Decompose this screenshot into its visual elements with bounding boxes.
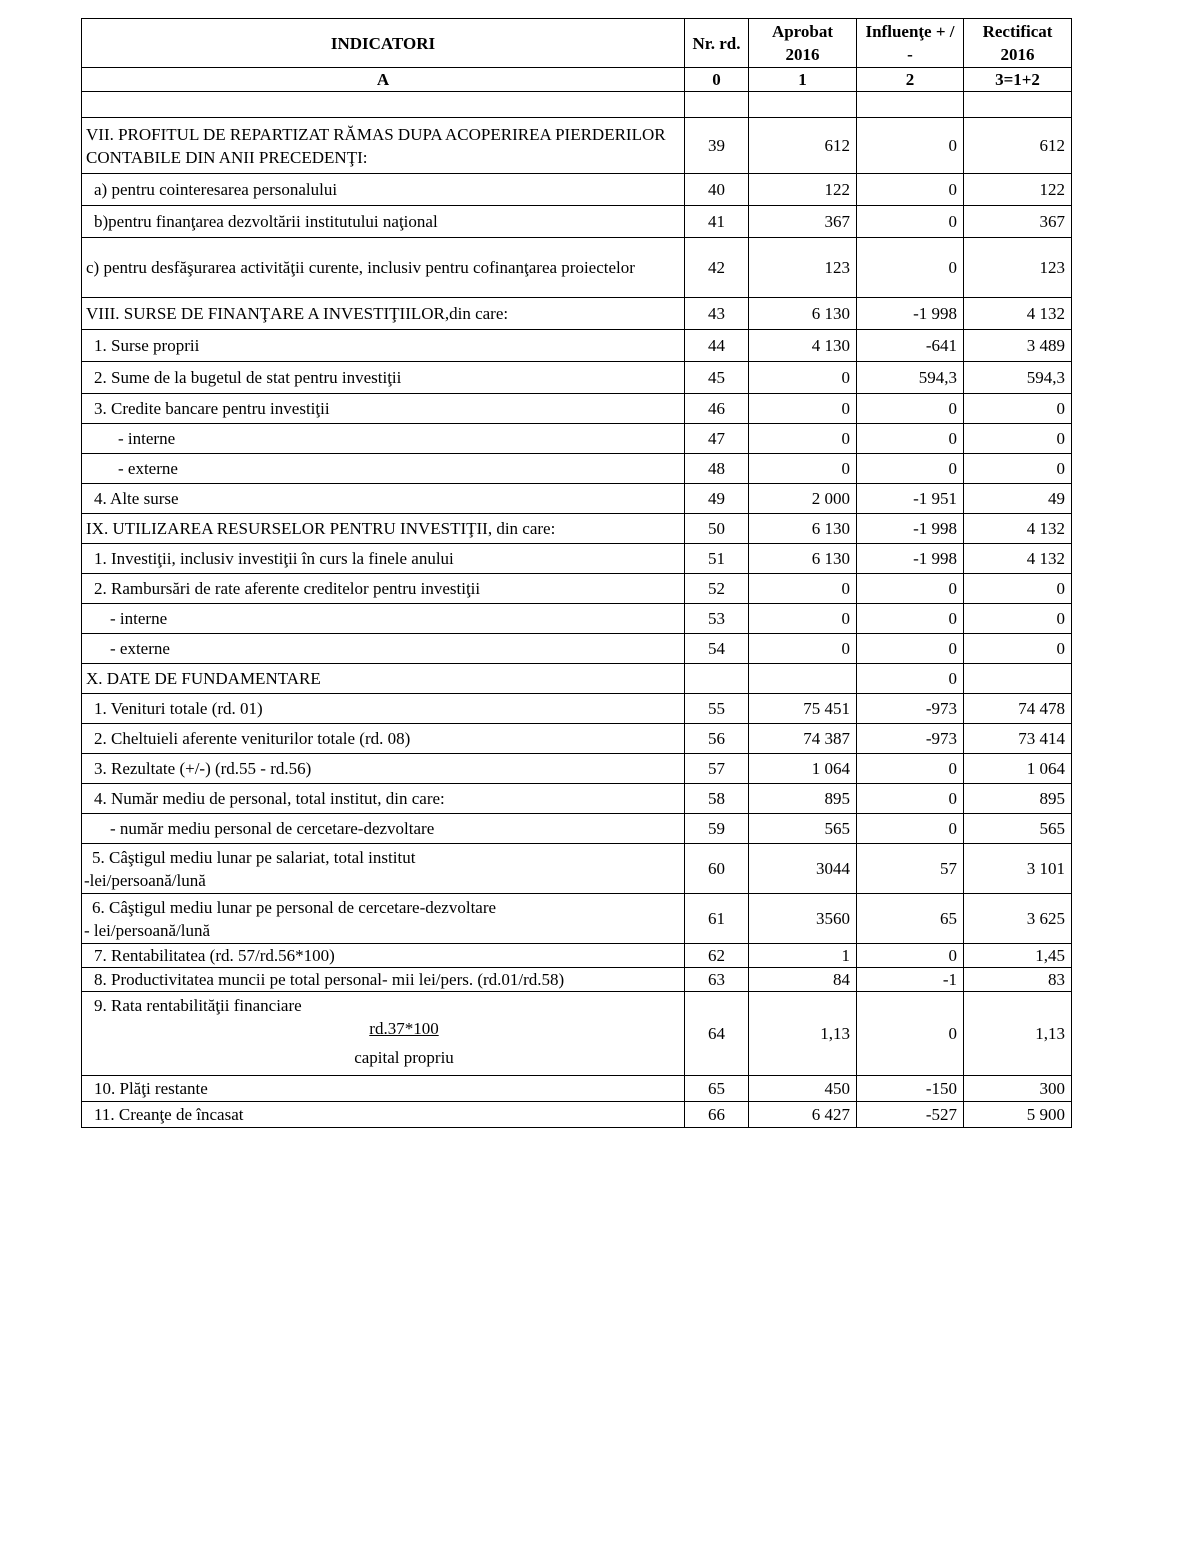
indicator-label bbox=[82, 894, 685, 944]
value-rectificat: 123 bbox=[964, 238, 1072, 298]
row-number: 48 bbox=[685, 454, 749, 484]
colnum-3: 3=1+2 bbox=[964, 68, 1072, 92]
row-number: 52 bbox=[685, 574, 749, 604]
value-influente: 0 bbox=[857, 634, 964, 664]
value-aprobat: 565 bbox=[749, 814, 857, 844]
table-row bbox=[82, 694, 1072, 724]
header-influente: Influenţe + / - bbox=[857, 19, 964, 68]
value-rectificat: 0 bbox=[964, 394, 1072, 424]
indicator-label bbox=[82, 574, 685, 604]
value-aprobat: 122 bbox=[749, 174, 857, 206]
value-rectificat: 367 bbox=[964, 206, 1072, 238]
row-number: 58 bbox=[685, 784, 749, 814]
value-rectificat: 74 478 bbox=[964, 694, 1072, 724]
indicator-text: 2. Rambursări de rate aferente creditelor pentru investiţii bbox=[94, 579, 481, 598]
table-row bbox=[82, 992, 1072, 1076]
header-rectificat: Rectificat 2016 bbox=[964, 19, 1072, 68]
value-aprobat: 6 130 bbox=[749, 544, 857, 574]
indicator-text: c) pentru desfăşurarea activităţii curente, inclusiv pentru cofinanţarea proiectelor bbox=[86, 258, 635, 277]
indicator-label bbox=[82, 206, 685, 238]
value-influente: 0 bbox=[857, 992, 964, 1076]
row-number: 40 bbox=[685, 174, 749, 206]
header-row bbox=[82, 19, 1072, 68]
value-influente: 0 bbox=[857, 664, 964, 694]
row-number: 46 bbox=[685, 394, 749, 424]
indicator-text: - externe bbox=[118, 459, 178, 478]
value-aprobat: 2 000 bbox=[749, 484, 857, 514]
colnum-a: A bbox=[82, 68, 685, 92]
value-rectificat: 594,3 bbox=[964, 362, 1072, 394]
value-influente: 0 bbox=[857, 574, 964, 604]
value-influente: 57 bbox=[857, 844, 964, 894]
table-row bbox=[82, 968, 1072, 992]
indicator-text: 7. Rentabilitatea (rd. 57/rd.56*100) bbox=[94, 946, 335, 965]
indicator-label bbox=[82, 604, 685, 634]
formula-denominator: capital propriu bbox=[354, 1048, 454, 1067]
value-influente: 594,3 bbox=[857, 362, 964, 394]
header-indicatori: INDICATORI bbox=[82, 19, 685, 68]
row-number: 57 bbox=[685, 754, 749, 784]
value-influente: 0 bbox=[857, 814, 964, 844]
indicator-label bbox=[82, 394, 685, 424]
indicator-text: IX. UTILIZAREA RESURSELOR PENTRU INVESTIŢII, din care: bbox=[86, 519, 556, 538]
table-row bbox=[82, 634, 1072, 664]
row-number: 59 bbox=[685, 814, 749, 844]
value-aprobat: 75 451 bbox=[749, 694, 857, 724]
value-rectificat: 73 414 bbox=[964, 724, 1072, 754]
indicator-text: 10. Plăţi restante bbox=[94, 1079, 208, 1098]
table-row bbox=[82, 206, 1072, 238]
row-number bbox=[685, 664, 749, 694]
indicator-label bbox=[82, 968, 685, 992]
value-influente: -1 bbox=[857, 968, 964, 992]
row-number: 63 bbox=[685, 968, 749, 992]
value-aprobat: 74 387 bbox=[749, 724, 857, 754]
value-rectificat: 122 bbox=[964, 174, 1072, 206]
value-influente: 0 bbox=[857, 206, 964, 238]
row-number: 43 bbox=[685, 298, 749, 330]
value-rectificat: 0 bbox=[964, 454, 1072, 484]
indicator-text: VIII. SURSE DE FINANŢARE A INVESTIŢIILOR,din care: bbox=[86, 304, 509, 323]
value-aprobat bbox=[749, 664, 857, 694]
indicator-label bbox=[82, 784, 685, 814]
ratio-formula bbox=[244, 1017, 564, 1069]
table-row bbox=[82, 514, 1072, 544]
indicator-label bbox=[82, 1076, 685, 1102]
table-row bbox=[82, 394, 1072, 424]
row-number: 64 bbox=[685, 992, 749, 1076]
value-aprobat: 1,13 bbox=[749, 992, 857, 1076]
table-row bbox=[82, 454, 1072, 484]
value-rectificat: 4 132 bbox=[964, 298, 1072, 330]
value-aprobat: 6 427 bbox=[749, 1102, 857, 1128]
table-row bbox=[82, 784, 1072, 814]
value-influente: 0 bbox=[857, 754, 964, 784]
indicator-label bbox=[82, 664, 685, 694]
value-aprobat: 0 bbox=[749, 604, 857, 634]
value-aprobat: 3560 bbox=[749, 894, 857, 944]
colnum-1: 1 bbox=[749, 68, 857, 92]
value-rectificat: 3 489 bbox=[964, 330, 1072, 362]
table-row bbox=[82, 574, 1072, 604]
indicator-text: b)pentru finanţarea dezvoltării institutului naţional bbox=[94, 212, 438, 231]
row-number: 61 bbox=[685, 894, 749, 944]
table-body bbox=[82, 92, 1072, 1128]
indicator-text: 1. Investiţii, inclusiv investiţii în curs la finele anului bbox=[94, 549, 454, 568]
row-number: 41 bbox=[685, 206, 749, 238]
value-rectificat: 0 bbox=[964, 634, 1072, 664]
value-aprobat: 0 bbox=[749, 634, 857, 664]
indicator-label bbox=[82, 814, 685, 844]
value-influente: 0 bbox=[857, 604, 964, 634]
row-number: 39 bbox=[685, 118, 749, 174]
row-number: 42 bbox=[685, 238, 749, 298]
table-row bbox=[82, 844, 1072, 894]
indicator-text: - număr mediu personal de cercetare-dezvoltare bbox=[110, 819, 435, 838]
row-number: 53 bbox=[685, 604, 749, 634]
table-row bbox=[82, 754, 1072, 784]
table-row bbox=[82, 362, 1072, 394]
value-aprobat: 612 bbox=[749, 118, 857, 174]
budget-table-document bbox=[81, 18, 1071, 1128]
indicator-text: 11. Creanţe de încasat bbox=[94, 1105, 244, 1124]
indicators-table bbox=[81, 18, 1072, 1128]
value-influente: -1 998 bbox=[857, 298, 964, 330]
value-rectificat: 5 900 bbox=[964, 1102, 1072, 1128]
table-row bbox=[82, 330, 1072, 362]
table-row bbox=[82, 118, 1072, 174]
value-rectificat: 3 101 bbox=[964, 844, 1072, 894]
indicator-label bbox=[82, 1102, 685, 1128]
indicator-label bbox=[82, 484, 685, 514]
indicator-label bbox=[82, 362, 685, 394]
value-aprobat: 3044 bbox=[749, 844, 857, 894]
indicator-label bbox=[82, 544, 685, 574]
value-aprobat: 0 bbox=[749, 394, 857, 424]
value-influente: 0 bbox=[857, 454, 964, 484]
value-influente: 0 bbox=[857, 174, 964, 206]
row-number: 60 bbox=[685, 844, 749, 894]
indicator-text: - externe bbox=[110, 639, 170, 658]
value-aprobat: 450 bbox=[749, 1076, 857, 1102]
table-row bbox=[82, 298, 1072, 330]
indicator-label bbox=[82, 992, 685, 1076]
table-row bbox=[82, 944, 1072, 968]
value-rectificat: 1,45 bbox=[964, 944, 1072, 968]
indicator-text: 2. Sume de la bugetul de stat pentru investiţii bbox=[94, 368, 402, 387]
value-rectificat: 0 bbox=[964, 424, 1072, 454]
indicator-text: - interne bbox=[118, 429, 176, 448]
table-row bbox=[82, 724, 1072, 754]
value-aprobat: 4 130 bbox=[749, 330, 857, 362]
value-rectificat: 49 bbox=[964, 484, 1072, 514]
indicator-text: a) pentru cointeresarea personalului bbox=[94, 180, 338, 199]
indicator-text: - interne bbox=[110, 609, 168, 628]
indicator-text: 3. Rezultate (+/-) (rd.55 - rd.56) bbox=[94, 759, 312, 778]
value-aprobat: 0 bbox=[749, 574, 857, 604]
indicator-label bbox=[82, 174, 685, 206]
indicator-label bbox=[82, 238, 685, 298]
value-rectificat: 612 bbox=[964, 118, 1072, 174]
value-aprobat: 84 bbox=[749, 968, 857, 992]
value-rectificat bbox=[964, 664, 1072, 694]
value-influente: 0 bbox=[857, 944, 964, 968]
value-aprobat: 0 bbox=[749, 424, 857, 454]
indicator-label bbox=[82, 634, 685, 664]
table-row bbox=[82, 604, 1072, 634]
table-row bbox=[82, 544, 1072, 574]
value-rectificat: 300 bbox=[964, 1076, 1072, 1102]
indicator-label bbox=[82, 514, 685, 544]
value-aprobat: 6 130 bbox=[749, 514, 857, 544]
indicator-label bbox=[82, 844, 685, 894]
value-rectificat: 3 625 bbox=[964, 894, 1072, 944]
indicator-text: X. DATE DE FUNDAMENTARE bbox=[86, 669, 321, 688]
value-rectificat: 0 bbox=[964, 604, 1072, 634]
table-row bbox=[82, 238, 1072, 298]
column-number-row bbox=[82, 68, 1072, 92]
row-number: 56 bbox=[685, 724, 749, 754]
row-number: 44 bbox=[685, 330, 749, 362]
indicator-label bbox=[82, 298, 685, 330]
row-number: 65 bbox=[685, 1076, 749, 1102]
row-number: 51 bbox=[685, 544, 749, 574]
indicator-unit-text: - lei/persoană/lună bbox=[84, 920, 211, 940]
indicator-text: 1. Surse proprii bbox=[94, 336, 200, 355]
value-influente: -527 bbox=[857, 1102, 964, 1128]
value-rectificat: 4 132 bbox=[964, 514, 1072, 544]
indicator-text: 9. Rata rentabilităţii financiare bbox=[94, 996, 302, 1015]
indicator-text: 5. Câştigul mediu lunar pe salariat, total institut bbox=[92, 847, 416, 867]
empty-row bbox=[82, 92, 1072, 118]
formula-numerator: rd.37*100 bbox=[369, 1019, 439, 1038]
value-rectificat: 1 064 bbox=[964, 754, 1072, 784]
table-row bbox=[82, 664, 1072, 694]
table-row bbox=[82, 424, 1072, 454]
value-rectificat: 565 bbox=[964, 814, 1072, 844]
value-influente: -150 bbox=[857, 1076, 964, 1102]
indicator-text: 6. Câştigul mediu lunar pe personal de cercetare-dezvoltare bbox=[92, 897, 497, 917]
value-influente: 0 bbox=[857, 394, 964, 424]
indicator-label bbox=[82, 694, 685, 724]
value-influente: -641 bbox=[857, 330, 964, 362]
value-influente: -1 998 bbox=[857, 544, 964, 574]
indicator-label bbox=[82, 330, 685, 362]
value-influente: -973 bbox=[857, 724, 964, 754]
indicator-label bbox=[82, 424, 685, 454]
indicator-text: 3. Credite bancare pentru investiţii bbox=[94, 399, 330, 418]
indicator-text: 4. Alte surse bbox=[94, 489, 179, 508]
indicator-text: 1. Venituri totale (rd. 01) bbox=[94, 699, 263, 718]
colnum-0: 0 bbox=[685, 68, 749, 92]
value-influente: 65 bbox=[857, 894, 964, 944]
indicator-label bbox=[82, 454, 685, 484]
row-number: 66 bbox=[685, 1102, 749, 1128]
value-influente: 0 bbox=[857, 784, 964, 814]
table-row bbox=[82, 484, 1072, 514]
table-row bbox=[82, 174, 1072, 206]
table-row bbox=[82, 1076, 1072, 1102]
value-influente: 0 bbox=[857, 238, 964, 298]
value-influente: 0 bbox=[857, 118, 964, 174]
value-aprobat: 1 bbox=[749, 944, 857, 968]
value-influente: 0 bbox=[857, 424, 964, 454]
indicator-unit-text: -lei/persoană/lună bbox=[84, 870, 206, 890]
indicator-label bbox=[82, 754, 685, 784]
value-rectificat: 895 bbox=[964, 784, 1072, 814]
value-influente: -1 951 bbox=[857, 484, 964, 514]
value-aprobat: 1 064 bbox=[749, 754, 857, 784]
value-influente: -1 998 bbox=[857, 514, 964, 544]
value-rectificat: 4 132 bbox=[964, 544, 1072, 574]
table-row bbox=[82, 1102, 1072, 1128]
value-aprobat: 0 bbox=[749, 454, 857, 484]
value-rectificat: 83 bbox=[964, 968, 1072, 992]
value-influente: -973 bbox=[857, 694, 964, 724]
indicator-text: 2. Cheltuieli aferente veniturilor totale (rd. 08) bbox=[94, 729, 411, 748]
indicator-label bbox=[82, 724, 685, 754]
indicator-text: 8. Productivitatea muncii pe total personal- mii lei/pers. (rd.01/rd.58) bbox=[94, 970, 565, 989]
value-aprobat: 895 bbox=[749, 784, 857, 814]
header-aprobat: Aprobat 2016 bbox=[749, 19, 857, 68]
value-aprobat: 6 130 bbox=[749, 298, 857, 330]
indicator-label bbox=[82, 118, 685, 174]
colnum-2: 2 bbox=[857, 68, 964, 92]
row-number: 45 bbox=[685, 362, 749, 394]
indicator-text: 4. Număr mediu de personal, total institut, din care: bbox=[94, 789, 445, 808]
table-row bbox=[82, 814, 1072, 844]
value-aprobat: 367 bbox=[749, 206, 857, 238]
table-row bbox=[82, 894, 1072, 944]
indicator-text: VII. PROFITUL DE REPARTIZAT RĂMAS DUPA ACOPERIREA PIERDERILOR CONTABILE DIN ANII PRECEDENŢI: bbox=[86, 124, 666, 167]
header-nr-rd: Nr. rd. bbox=[685, 19, 749, 68]
value-rectificat: 1,13 bbox=[964, 992, 1072, 1076]
value-aprobat: 0 bbox=[749, 362, 857, 394]
value-aprobat: 123 bbox=[749, 238, 857, 298]
row-number: 55 bbox=[685, 694, 749, 724]
row-number: 49 bbox=[685, 484, 749, 514]
row-number: 50 bbox=[685, 514, 749, 544]
row-number: 47 bbox=[685, 424, 749, 454]
row-number: 62 bbox=[685, 944, 749, 968]
indicator-label bbox=[82, 944, 685, 968]
row-number: 54 bbox=[685, 634, 749, 664]
value-rectificat: 0 bbox=[964, 574, 1072, 604]
